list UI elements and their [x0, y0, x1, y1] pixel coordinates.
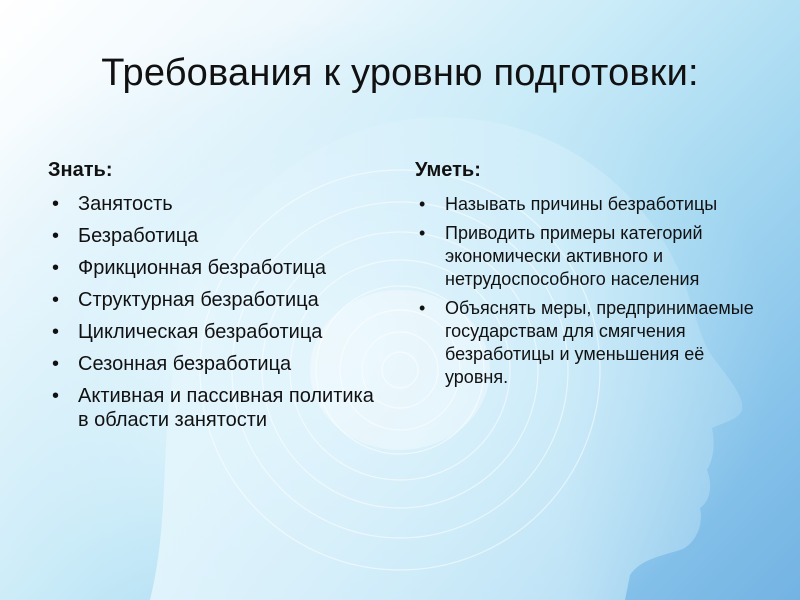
list-item: [415, 193, 755, 216]
list-item-text: Циклическая безработица: [78, 321, 323, 343]
list-item-text: Объяснять меры, предпринимаемые государствам для смягчения безработицы и уменьшения её уровня.: [445, 298, 754, 387]
can-heading: Уметь:: [415, 159, 481, 181]
bullet-icon: •: [52, 193, 60, 215]
list-item: [48, 320, 378, 344]
bullet-icon: •: [52, 385, 60, 407]
bullet-icon: •: [52, 225, 60, 247]
bullet-icon: •: [419, 298, 426, 318]
list-item-text: Безработица: [78, 225, 199, 247]
list-item-text: Активная и пассивная политика в области занятости: [78, 385, 374, 431]
bullet-icon: •: [52, 353, 60, 375]
list-item-text: Фрикционная безработица: [78, 257, 326, 279]
list-item: [48, 352, 378, 376]
can-column: [415, 158, 755, 395]
list-item: [415, 222, 755, 291]
slide-title: Требования к уровню подготовки:: [101, 52, 699, 94]
list-item: [48, 384, 378, 432]
can-list: [415, 193, 755, 389]
list-item: [48, 256, 378, 280]
list-item: [48, 288, 378, 312]
bullet-icon: •: [419, 194, 426, 214]
list-item-text: Приводить примеры категорий экономически активного и нетрудоспособного населения: [445, 223, 703, 289]
know-column: [48, 158, 378, 440]
list-item: [48, 192, 378, 216]
know-heading: Знать:: [48, 159, 113, 181]
know-list: [48, 192, 378, 432]
list-item-text: Структурная безработица: [78, 289, 319, 311]
list-item: [415, 297, 755, 389]
list-item: [48, 224, 378, 248]
list-item-text: Сезонная безработица: [78, 353, 292, 375]
list-item-text: Занятость: [78, 193, 173, 215]
bullet-icon: •: [52, 257, 60, 279]
bullet-icon: •: [52, 321, 60, 343]
bullet-icon: •: [419, 223, 426, 243]
list-item-text: Называть причины безработицы: [445, 194, 718, 214]
bullet-icon: •: [52, 289, 60, 311]
